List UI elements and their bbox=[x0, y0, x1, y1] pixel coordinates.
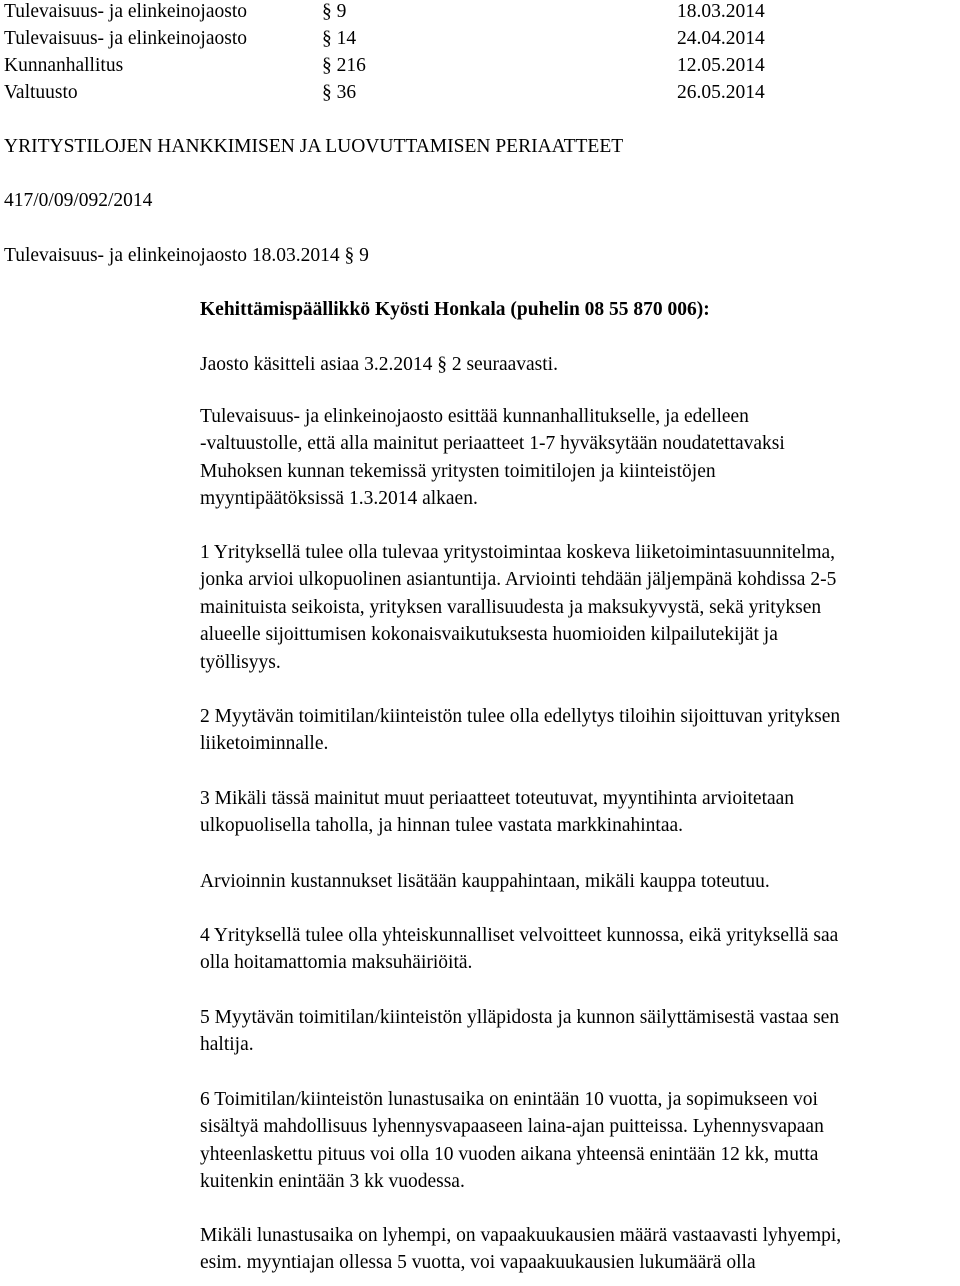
paragraph-line: 6 Toimitilan/kiinteistön lunastusaika on enintään 10 vuotta, ja sopimukseen voi bbox=[200, 1089, 818, 1110]
paragraph-line: Mikäli lunastusaika on lyhempi, on vapaakuukausien määrä vastaavasti lyhyempi, bbox=[200, 1225, 842, 1246]
paragraph-line: ulkopuolisella taholla, ja hinnan tulee vastata markkinahintaa. bbox=[200, 815, 684, 837]
paragraph-line: kuitenkin enintään 3 kk vuodessa. bbox=[200, 1171, 465, 1193]
header-section-4: § 36 bbox=[322, 82, 357, 103]
paragraph-line: 4 Yrityksellä tulee olla yhteiskunnalliset velvoitteet kunnossa, eikä yrityksellä saa bbox=[200, 925, 839, 946]
paragraph-principle-5 bbox=[200, 1004, 960, 1059]
header-section-2: § 14 bbox=[322, 28, 357, 49]
document-title: YRITYSTILOJEN HANKKIMISEN JA LUOVUTTAMISEN PERIAATTEET bbox=[4, 136, 624, 157]
header-body-2: Tulevaisuus- ja elinkeinojaosto bbox=[4, 28, 248, 49]
meeting-line: Tulevaisuus- ja elinkeinojaosto 18.03.2014 § 9 bbox=[4, 245, 369, 266]
header-date-1: 18.03.2014 bbox=[677, 1, 765, 22]
paragraph-principle-4 bbox=[200, 922, 960, 977]
paragraph-principle-2 bbox=[200, 703, 960, 758]
paragraph-line: Arvioinnin kustannukset lisätään kauppahintaan, mikäli kauppa toteutuu. bbox=[200, 871, 770, 892]
record-number: 417/0/09/092/2014 bbox=[4, 190, 153, 211]
paragraph-line: haltija. bbox=[200, 1034, 254, 1056]
paragraph-shorter-term bbox=[200, 1222, 960, 1277]
paragraph-line: esim. myyntiajan ollessa 5 vuotta, voi vapaakuukausien lukumäärä olla bbox=[200, 1252, 756, 1274]
paragraph-line: -valtuustolle, että alla mainitut periaatteet 1-7 hyväksytään noudatettavaksi bbox=[200, 433, 785, 455]
header-section-1: § 9 bbox=[322, 1, 347, 22]
header-body-4: Valtuusto bbox=[4, 82, 78, 103]
paragraph-line: Tulevaisuus- ja elinkeinojaosto esittää kunnanhallitukselle, ja edelleen bbox=[200, 406, 749, 427]
paragraph-costs bbox=[200, 868, 960, 895]
presenter-line: Kehittämispäällikkö Kyösti Honkala (puhelin 08 55 870 006): bbox=[200, 299, 710, 320]
header-section-3: § 216 bbox=[322, 55, 366, 76]
header-date-2: 24.04.2014 bbox=[677, 28, 765, 49]
paragraph-principle-6 bbox=[200, 1086, 960, 1196]
paragraph-principle-1 bbox=[200, 539, 960, 676]
handled-line: Jaosto käsitteli asiaa 3.2.2014 § 2 seuraavasti. bbox=[200, 354, 558, 375]
paragraph-line: sisältyä mahdollisuus lyhennysvapaaseen laina-ajan puitteissa. Lyhennysvapaan bbox=[200, 1116, 824, 1138]
paragraph-line: yhteenlaskettu pituus voi olla 10 vuoden aikana yhteensä enintään 12 kk, mutta bbox=[200, 1143, 819, 1165]
paragraph-line: jonka arvioi ulkopuolinen asiantuntija. Arviointi tehdään jäljempänä kohdissa 2-5 bbox=[200, 569, 837, 591]
header-date-3: 12.05.2014 bbox=[677, 55, 765, 76]
paragraph-line: liiketoiminnalle. bbox=[200, 733, 329, 755]
header-date-4: 26.05.2014 bbox=[677, 82, 765, 103]
header-body-3: Kunnanhallitus bbox=[4, 55, 124, 76]
paragraph-line: työllisyys. bbox=[200, 651, 281, 673]
paragraph-line: 2 Myytävän toimitilan/kiinteistön tulee olla edellytys tiloihin sijoittuvan yrityksen bbox=[200, 706, 841, 727]
header-body-1: Tulevaisuus- ja elinkeinojaosto bbox=[4, 1, 248, 22]
paragraph-line: alueelle sijoittumisen kokonaisvaikutuksesta huomioiden kilpailutekijät ja bbox=[200, 624, 778, 646]
paragraph-proposal bbox=[200, 403, 960, 513]
paragraph-line: olla hoitamattomia maksuhäiriöitä. bbox=[200, 952, 473, 974]
paragraph-line: myyntipäätöksissä 1.3.2014 alkaen. bbox=[200, 488, 478, 510]
paragraph-line: mainituista seikoista, yrityksen varallisuudesta ja maksukyvystä, sekä yrityksen bbox=[200, 596, 822, 618]
paragraph-line: Muhoksen kunnan tekemissä yritysten toimitilojen ja kiinteistöjen bbox=[200, 460, 716, 482]
paragraph-line: 3 Mikäli tässä mainitut muut periaatteet toteutuvat, myyntihinta arvioitetaan bbox=[200, 788, 795, 809]
paragraph-line: 1 Yrityksellä tulee olla tulevaa yritystoimintaa koskeva liiketoimintasuunnitelma, bbox=[200, 542, 836, 563]
paragraph-line: 5 Myytävän toimitilan/kiinteistön ylläpidosta ja kunnon säilyttämisestä vastaa sen bbox=[200, 1007, 840, 1028]
paragraph-principle-3 bbox=[200, 785, 960, 840]
